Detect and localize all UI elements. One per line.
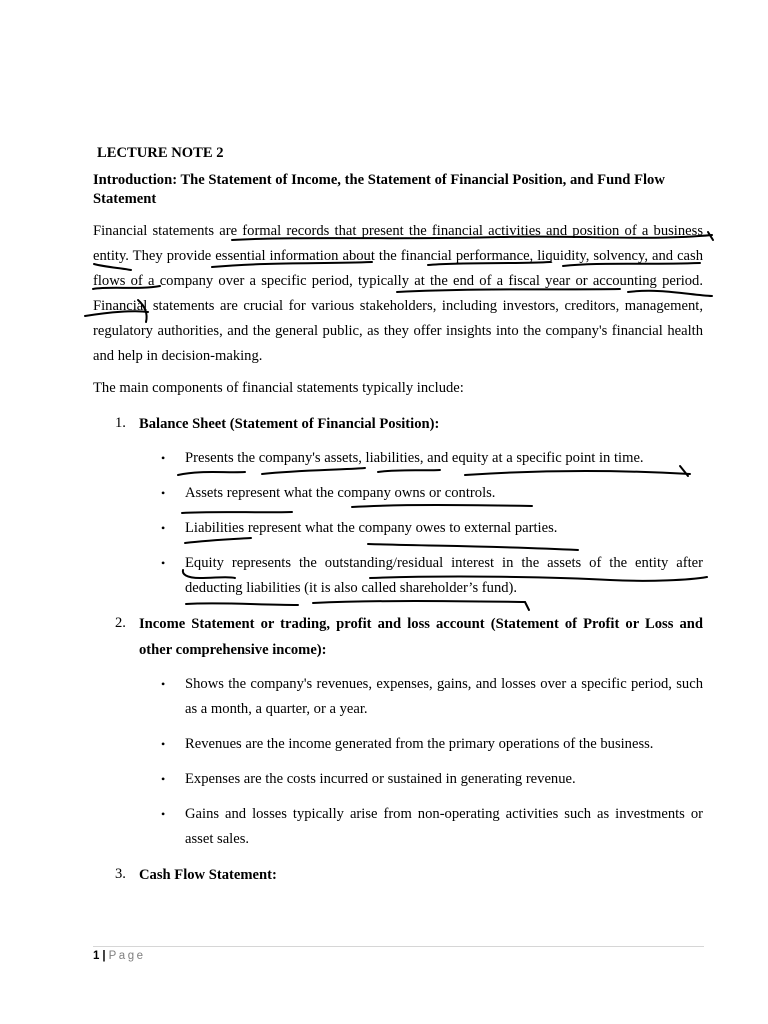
bullet-item	[139, 767, 703, 792]
bullet-list	[139, 446, 703, 601]
list-number: 1.	[115, 415, 126, 431]
bullet-icon: •	[161, 677, 166, 691]
ink-underline	[708, 232, 713, 240]
bullet-item	[139, 732, 703, 757]
lecture-title: LECTURE NOTE 2	[97, 145, 224, 161]
bullet-icon: •	[161, 451, 166, 465]
document-body	[93, 144, 703, 897]
bullet-item	[139, 446, 703, 471]
page-footer	[93, 947, 145, 965]
bullet-text: Shows the company's revenues, expenses, gains, and losses over a specific period, such as a month, a quarter, or a year.	[185, 676, 703, 717]
bullet-item	[139, 551, 703, 601]
bullet-icon: •	[161, 521, 166, 535]
footer-divider	[93, 946, 704, 947]
footer-separator: |	[102, 950, 106, 962]
page-label: Page	[108, 950, 146, 962]
bullet-item	[139, 481, 703, 506]
components-list	[93, 411, 703, 888]
bullet-list	[139, 672, 703, 852]
component-heading: Cash Flow Statement:	[139, 867, 277, 883]
page-number: 1	[93, 950, 100, 962]
bullet-text: Equity represents the outstanding/residual interest in the assets of the entity after deducting liabilities (it is also called shareholder’s fund).	[185, 555, 703, 596]
bullet-item	[139, 672, 703, 722]
intro-paragraph: Financial statements are formal records that present the financial activities and position of a business entity. They provide essential information about the financial performance, liquidity, solvency, and cash flows of a company over a specific period, typically at the end of a fiscal year or accounting period. Financial statements are crucial for various stakeholders, including investors, creditors, management, regulatory authorities, and the general public, as they offer insights into the company's financial health and help in decision-making.	[93, 223, 703, 364]
list-number: 2.	[115, 615, 126, 631]
bullet-text: Expenses are the costs incurred or sustained in generating revenue.	[185, 771, 576, 787]
component-item-income-statement	[93, 611, 703, 852]
component-item-cash-flow	[93, 862, 703, 888]
intro-heading: Introduction: The Statement of Income, the Statement of Financial Position, and Fund Flow Statement	[93, 172, 665, 207]
bullet-text: Presents the company's assets, liabilities, and equity at a specific point in time.	[185, 450, 644, 466]
bullet-item	[139, 516, 703, 541]
bullet-icon: •	[161, 772, 166, 786]
bullet-icon: •	[161, 556, 166, 570]
bullet-item	[139, 802, 703, 852]
bullet-icon: •	[161, 807, 166, 821]
list-number: 3.	[115, 866, 126, 882]
bullet-text: Assets represent what the company owns or controls.	[185, 485, 496, 501]
bullet-text: Gains and losses typically arise from non-operating activities such as investments or asset sales.	[185, 806, 703, 847]
component-heading: Balance Sheet (Statement of Financial Position):	[139, 416, 440, 432]
bullet-icon: •	[161, 486, 166, 500]
components-intro: The main components of financial statements typically include:	[93, 380, 464, 396]
component-heading: Income Statement or trading, profit and loss account (Statement of Profit or Loss and other comprehensive income):	[139, 616, 703, 658]
component-item-balance-sheet	[93, 411, 703, 601]
bullet-text: Revenues are the income generated from the primary operations of the business.	[185, 736, 654, 752]
bullet-icon: •	[161, 737, 166, 751]
bullet-text: Liabilities represent what the company owes to external parties.	[185, 520, 558, 536]
